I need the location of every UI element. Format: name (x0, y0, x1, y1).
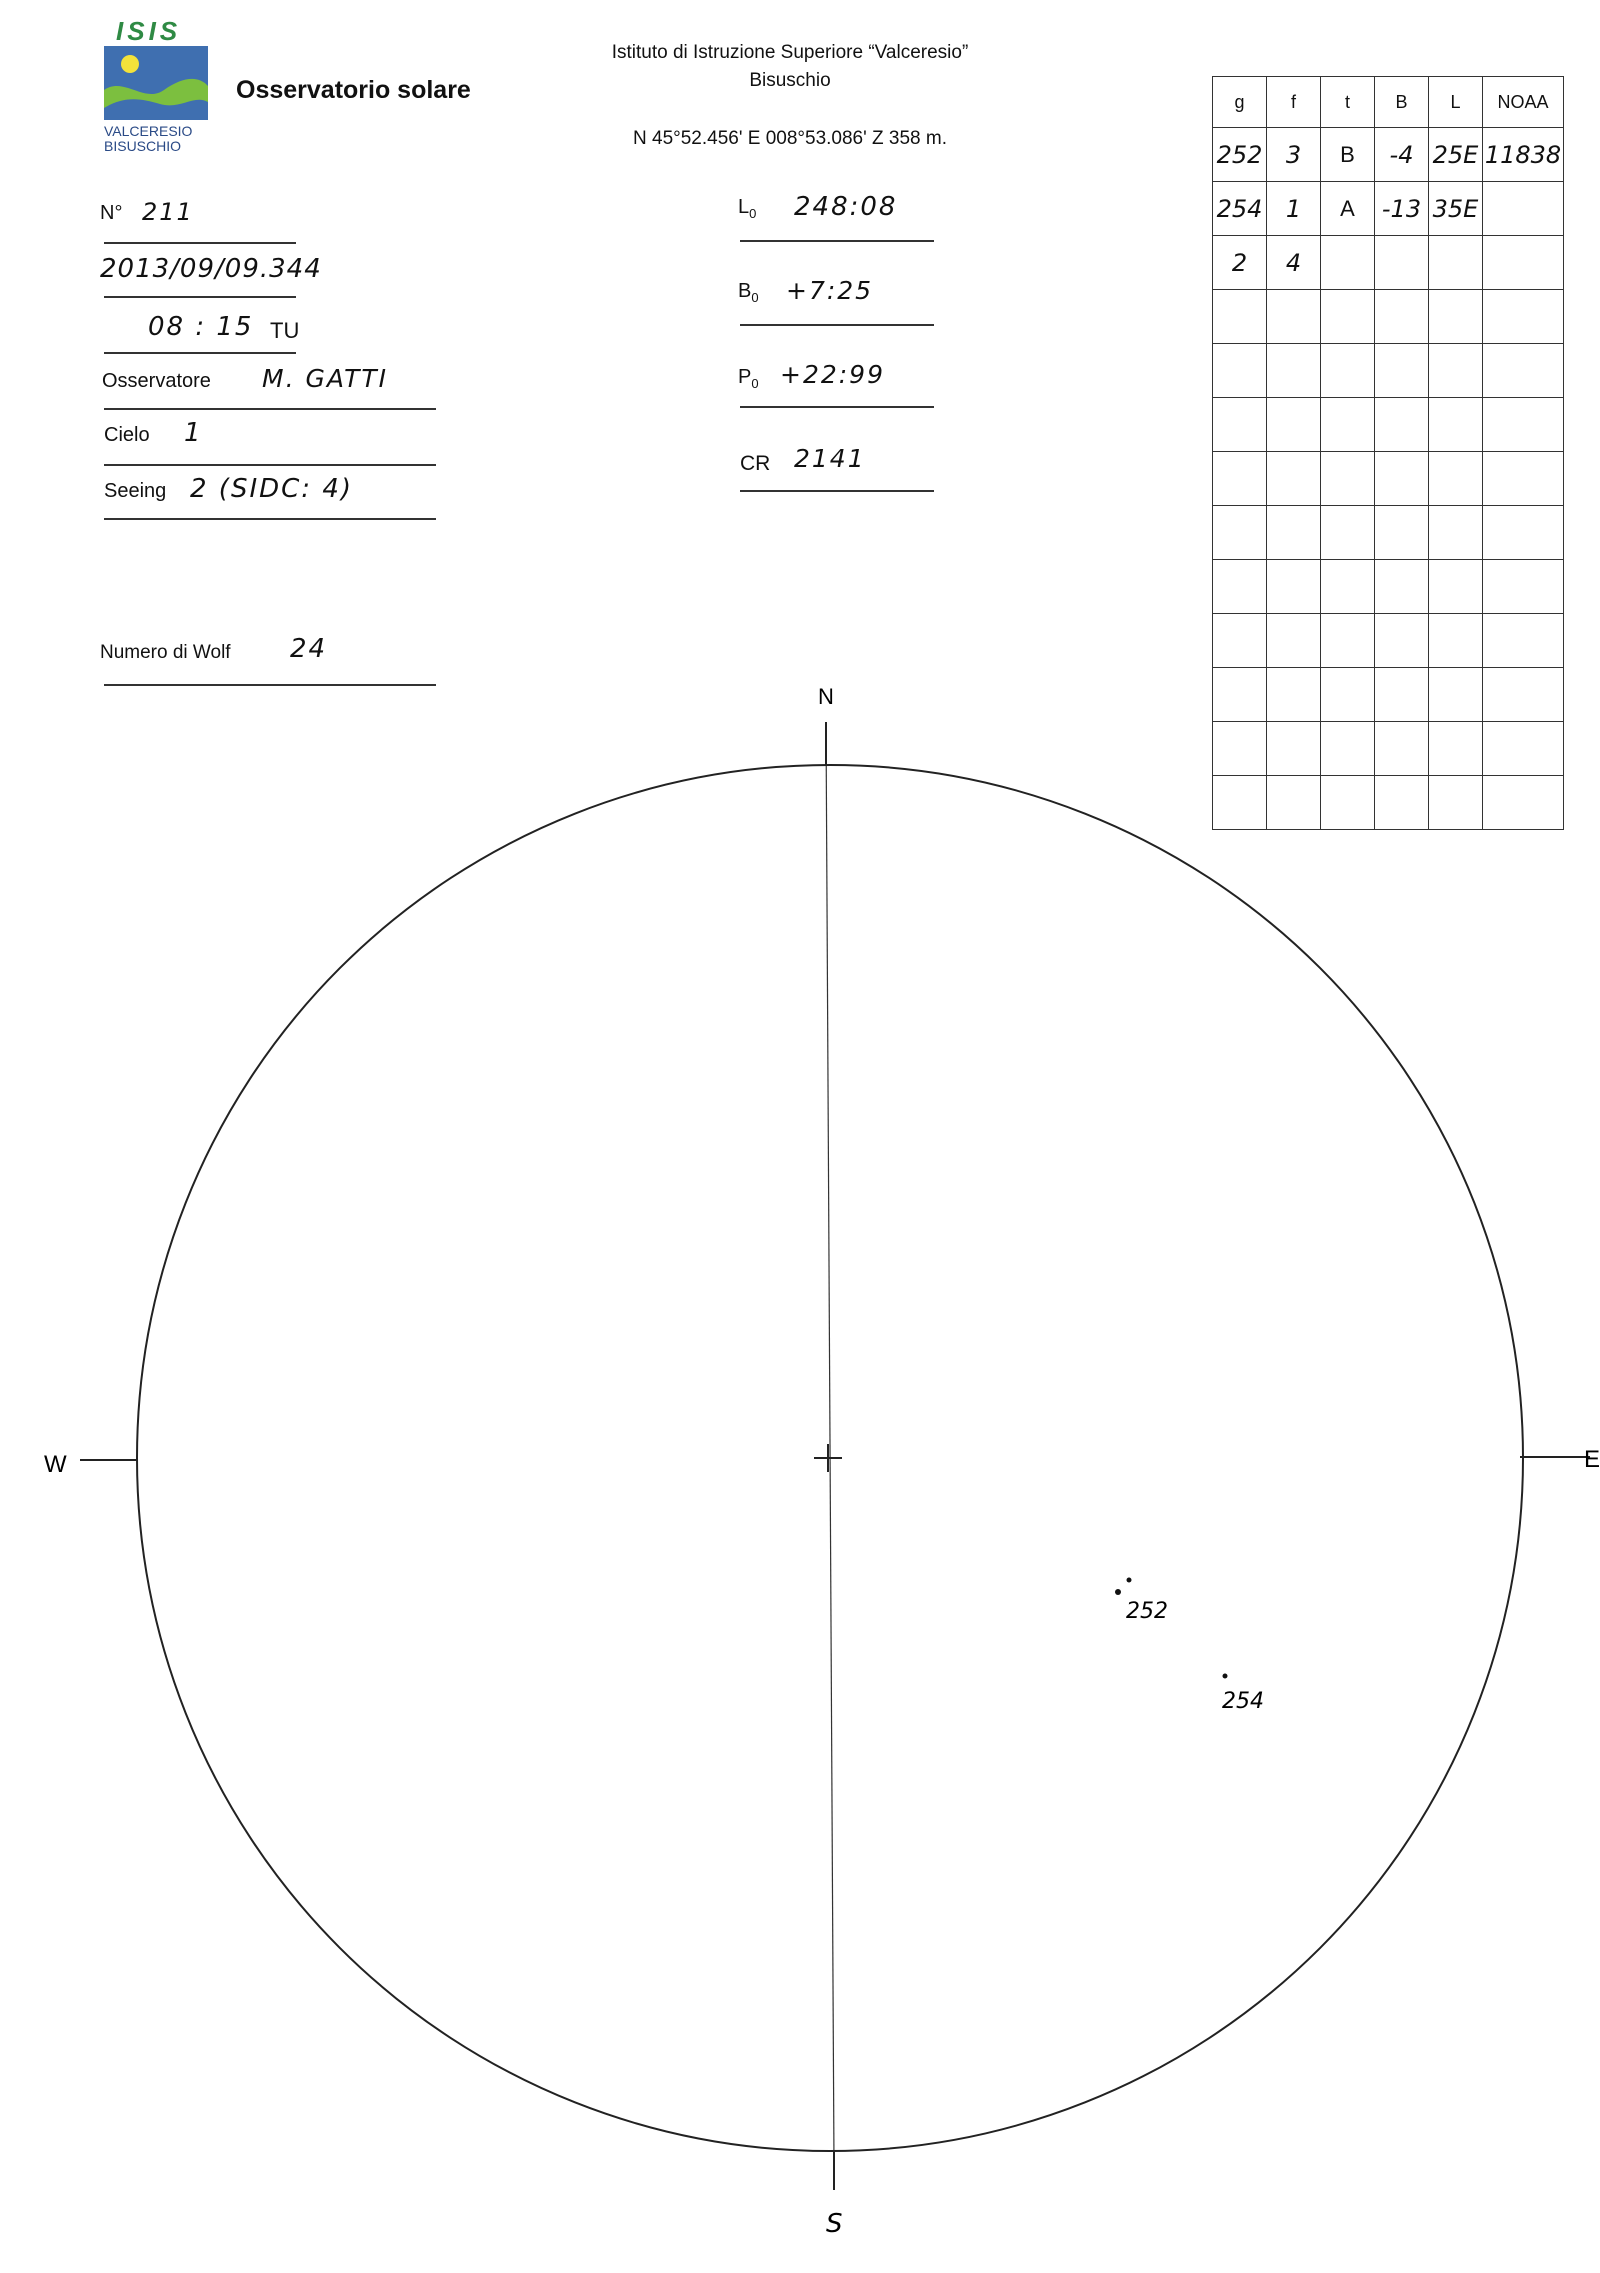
number-value: 211 (142, 198, 194, 226)
l0-label: $L_0$ (738, 196, 757, 221)
cr-label: CR (740, 452, 771, 475)
table-cell: 252 (1213, 128, 1267, 182)
header-t: t (1321, 77, 1375, 128)
page-title: Osservatorio solare (236, 76, 471, 104)
institute-town: Bisuschio (749, 70, 831, 91)
seeing-value: 2 (SIDC: 4) (190, 474, 354, 504)
table-cell: 4 (1267, 236, 1321, 290)
header-l: L (1429, 77, 1483, 128)
sunspot-group-252-spot (1127, 1578, 1132, 1583)
time-unit: TU (270, 318, 300, 343)
wolf-value: 24 (290, 634, 328, 664)
date-value: 2013/09/09.344 (100, 254, 322, 284)
north-label: N (818, 684, 834, 709)
table-cell: 11838 (1483, 128, 1564, 182)
observer-value: M. GATTI (262, 364, 389, 393)
cr-value: 2141 (794, 444, 866, 473)
sunspot-group-254-spot (1223, 1674, 1228, 1679)
table-cell: -4 (1375, 128, 1429, 182)
station-coordinates: N 45°52.456' E 008°53.086' Z 358 m. (633, 128, 947, 149)
institute-name: Istituto di Istruzione Superiore “Valceresio” (611, 42, 969, 63)
observer-label: Osservatore (102, 370, 211, 392)
logo-subtitle-2: BISUSCHIO (104, 138, 182, 154)
group-254-label: 254 (1222, 1689, 1264, 1714)
header-f: f (1267, 77, 1321, 128)
logo-subtitle-1: VALCERESIO (104, 123, 193, 139)
b0-label: $B_0$ (738, 280, 759, 305)
table-cell: 254 (1213, 182, 1267, 236)
table-cell: 25E (1429, 128, 1483, 182)
sky-label: Cielo (104, 424, 150, 446)
l0-value: 248:08 (794, 192, 898, 222)
seeing-label: Seeing (104, 480, 167, 502)
group-252-label: 252 (1126, 1599, 1168, 1624)
table-cell: 1 (1267, 182, 1321, 236)
table-cell: 35E (1429, 182, 1483, 236)
time-value: 08 : 15 (148, 312, 254, 342)
number-label: N° (100, 202, 123, 224)
p0-value: +22:99 (780, 360, 885, 389)
table-cell: A (1321, 182, 1375, 236)
table-cell: 3 (1267, 128, 1321, 182)
header-g: g (1213, 77, 1267, 128)
south-label: S (826, 2209, 843, 2239)
logo-text: ISIS (116, 16, 182, 46)
table-cell: 2 (1213, 236, 1267, 290)
b0-value: +7:25 (786, 276, 874, 305)
central-meridian-line (826, 722, 834, 2164)
header-b: B (1375, 77, 1429, 128)
sunspot-group-252-spot (1115, 1589, 1121, 1595)
wolf-label: Numero di Wolf (100, 642, 231, 663)
table-cell: B (1321, 128, 1375, 182)
sky-value: 1 (184, 418, 203, 448)
west-label: W (44, 1451, 67, 1478)
header-noaa: NOAA (1483, 77, 1564, 128)
east-label: E (1584, 1446, 1600, 1473)
table-cell: -13 (1375, 182, 1429, 236)
p0-label: $P_0$ (738, 366, 759, 391)
